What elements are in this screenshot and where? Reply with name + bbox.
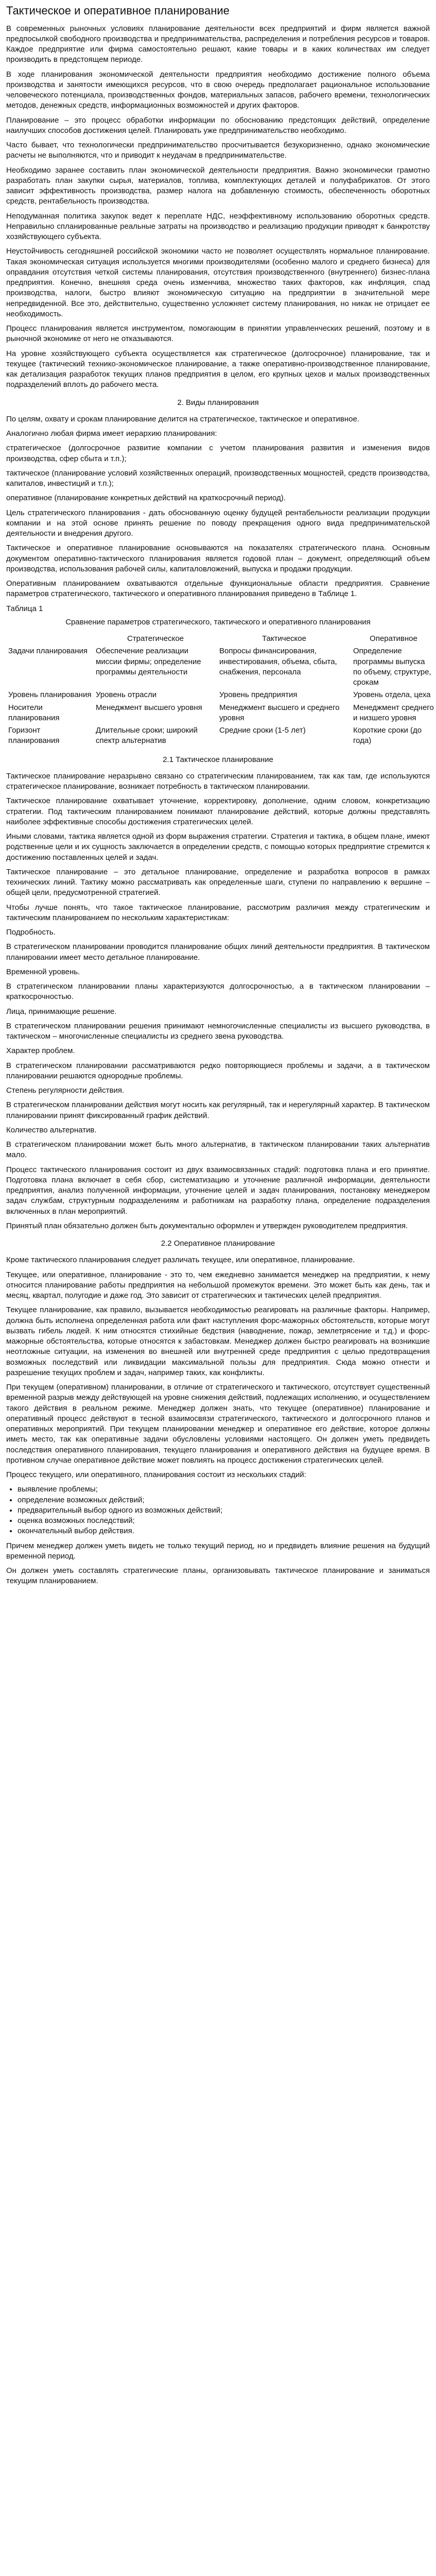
paragraph: В стратегическом планировании рассматриваются редко повторяющиеся проблемы и задачи, а в тактическом планировании решаются однородные проблемы. <box>6 1061 430 1080</box>
table-header-cell: Стратегическое <box>127 634 184 643</box>
paragraph: Иными словами, тактика является одной из форм выражения стратегии. Стратегия и тактика, в общем плане, имеют родственные цели и их сущность заключается в определении средств, с помощью которых предприятие стремится к достижению поставленных целей и задач. <box>6 832 430 862</box>
table-cell: Средние сроки (1-5 лет) <box>219 726 306 735</box>
paragraph: В стратегическом планировании проводится планирование общих линий деятельности предприятия. В тактическом планировании имеет место детальное планирование. <box>6 942 430 962</box>
paragraph: Лица, принимающие решение. <box>6 1007 117 1016</box>
table-header-cell: Тактическое <box>262 634 306 643</box>
paragraph: Принятый план обязательно должен быть документально оформлен и утвержден руководителем предприятия. <box>6 1221 408 1230</box>
table-cell: Менеджмент среднего и низшего уровня <box>353 703 434 722</box>
paragraph: Процесс текущего, или оперативного, планирования состоит из нескольких стадий: <box>6 1470 306 1480</box>
paragraph: В современных рыночных условиях планирование деятельности всех предприятий и фирм является важной предпосылкой свободного производства и предпринимательства, распределения и потребления ресурсов и товаров. Каждое предприятие или фирма самостоятельно решают, какие товары и в каких количествах им следует производить в предстоящем периоде. <box>6 24 430 64</box>
paragraph: Часто бывает, что технологически предпринимательство просчитывается безукоризненно, однако экономические расчеты не выполняются, что и приводит к неудачам в предпринимательстве. <box>6 141 430 160</box>
table-header-row <box>6 633 436 645</box>
comparison-table <box>6 633 436 748</box>
paragraph: тактическое (планирование условий хозяйственных операций, производственных мощностей, средств производства, капиталов, инвестиций и т.п.); <box>6 468 430 488</box>
list-item: • выявление проблемы; <box>18 1484 430 1495</box>
paragraph: Временной уровень. <box>6 967 80 976</box>
table-cell: Определение программы выпуска по объему, структуре, срокам <box>353 647 431 687</box>
paragraph: В стратегическом планировании решения принимают немногочисленные специалисты из высшего руководства, в тактическом – многочисленные специалисты из среднего звена руководства. <box>6 1021 430 1041</box>
section-heading-types: 2. Виды планирования <box>177 398 259 407</box>
operational-section <box>6 1255 430 1586</box>
table-title: Сравнение параметров стратегического, тактического и оперативного планирования <box>65 617 371 626</box>
stages-list <box>6 1484 430 1536</box>
table-row <box>6 645 436 689</box>
paragraph: Процесс тактического планирования состоит из двух взаимосвязанных стадий: подготовка плана и его принятие. Подготовка плана включает в себя сбор, систематизацию и уточнение различной информации, деятельности предприятия, анализ полученной информации, уточнение целей и задач планирования, постановку менеджером задач службам, структурным подразделениям и работникам на разработку плана, определение подразделения включенных в план мероприятий. <box>6 1165 430 1216</box>
paragraph: Причем менеджер должен уметь видеть не только текущий период, но и предвидеть влияние решения на будущий временной период. <box>6 1541 430 1561</box>
paragraph: оперативное (планирование конкретных действий на краткосрочный период). <box>6 494 286 503</box>
table-cell: Горизонт планирования <box>8 726 60 745</box>
paragraph: Тактическое планирование охватывает уточнение, корректировку, дополнение, одним словом, конкретизацию стратегии. Под тактическим планированием понимают планирование действий, которые должны представлять наиболее эффективные способы достижения стратегических целей. <box>6 796 430 826</box>
types-section <box>6 414 430 600</box>
section-heading-operational: 2.2 Оперативное планирование <box>161 1239 275 1248</box>
paragraph: Текущее планирование, как правило, вызывается необходимостью реагировать на различные факторы. Например, должна быть исполнена определенная работа или факт наступления форс-мажорных обстоятельств, которые могут вызвать гибель людей. К ним относятся стихийные бедствия (наводнение, пожар, землетрясение и т.д.) и форс-мажорные обстоятельства, которые относятся к забастовкам. Менеджер должен быстро реагировать на возникшие неотложные ситуации, на изменения во внешней или внутренней среде предприятия с целью предотвращения возможных последствий или ликвидации максимальной пользы для предприятия. Сюда можно отнести и разрешение текущих проблем и задач, например таких, как конфликты. <box>6 1306 430 1377</box>
paragraph: Процесс планирования является инструментом, помогающим в принятии управленческих решений, поэтому и в рыночной экономике от него не отказываются. <box>6 324 430 344</box>
table-cell: Длительные сроки; широкий спектр альтернатив <box>96 726 198 745</box>
table-cell: Обеспечение реализации миссии фирмы; определение программы деятельности <box>96 647 201 676</box>
paragraph: Кроме тактического планирования следует различать текущее, или оперативное, планирование. <box>6 1256 355 1265</box>
paragraph: В стратегическом планировании действия могут носить как регулярный, так и нерегулярный характер. В тактическом планировании принят фиксированный график действий. <box>6 1100 430 1120</box>
paragraph: Аналогично любая фирма имеет иерархию планирования: <box>6 429 217 438</box>
paragraph: Оперативным планированием охватываются отдельные функциональные области предприятия. Сравнение параметров стратегического, тактического и оперативного планирования приведено в Таблице 1. <box>6 579 430 599</box>
table-cell: Задачи планирования <box>8 647 88 656</box>
tactical-section <box>6 771 430 1231</box>
paragraph: В стратегическом планировании планы характеризуются долгосрочностью, а в тактическом планировании – краткосрочностью. <box>6 982 430 1002</box>
paragraph: Тактическое планирование неразрывно связано со стратегическим планированием, так как там, где используются стратегическое планирование, возникает потребность в тактическом планировании. <box>6 771 430 791</box>
paragraph: Тактическое планирование – это детальное планирование, определение и разработка вопросов в рамках технических линий. Тактику можно рассматривать как определенные шаги, ступени по направлению к вершине – общей цели, предусмотренной стратегией. <box>6 867 430 897</box>
table-header-cell <box>6 633 94 645</box>
table-cell: Короткие сроки (до года) <box>353 726 422 745</box>
paragraph: По целям, охвату и срокам планирование делится на стратегическое, тактическое и оперативное. <box>6 414 359 423</box>
paragraph: Чтобы лучше понять, что такое тактическое планирование, рассмотрим различия между стратегическим и тактическим планированием по нескольким характеристикам: <box>6 903 430 922</box>
paragraph: Неподуманная политика закупок ведет к переплате НДС, неэффективному использованию оборотных средств. Неправильно спланированные реальные затраты на производство и реализацию продукции приводят к банкротству хозяйствующего субъекта. <box>6 211 430 242</box>
paragraph: Цель стратегического планирования - дать обоснованную оценку будущей рентабельности реализации продукции компании и на этой основе принять решение по поводу прекращения одного вида предпринимательской деятельности и внедрения другого. <box>6 508 430 538</box>
paragraph: В стратегическом планировании может быть много альтернатив, в тактическом планировании таких альтернатив мало. <box>6 1140 430 1160</box>
paragraph: В ходе планирования экономической деятельности предприятия необходимо достижение полного объема производства и занятости имеющихся ресурсов, что в свою очередь предполагает рациональное использование человеческого потенциала, производственных фондов, материальных запасов, рабочего времени, технологических методов, денежных средств, информационных возможностей и других факторов. <box>6 70 430 110</box>
paragraph: При текущем (оперативном) планировании, в отличие от стратегического и тактического, отсутствует существенный временной разрыв между действующей на уровне снижения действий, подлежащих исполнению, и осуществлением такого действия в реальном режиме. Менеджер должен знать, что текущее (оперативное) планирование и оперативный процесс действуют в тесной взаимосвязи стратегического, тактического и долгосрочного планов и оперативных мероприятий. При текущем планировании менеджер и оперативное его действие, которое должны иметь место, так как оперативные задачи обусловлены условиями настоящего. Он должен уметь предвидеть последствия оперативного планирования, текущего планирования и оперативного действия на будущее время. В противном случае оперативное действие может повлиять на процесс достижения стратегических целей. <box>6 1383 430 1465</box>
list-item: • предварительный выбор одного из возможных действий; <box>18 1505 430 1516</box>
table-cell: Уровень планирования <box>8 690 92 700</box>
paragraph: Он должен уметь составлять стратегические планы, организовывать тактическое планирование и заниматься текущим планированием. <box>6 1566 430 1586</box>
list-item: • определение возможных действий; <box>18 1495 430 1505</box>
document-title: Тактическое и оперативное планирование <box>6 4 230 17</box>
paragraph: Характер проблем. <box>6 1046 75 1056</box>
table-header-cell: Оперативное <box>370 634 417 643</box>
section-heading-tactical: 2.1 Тактическое планирование <box>163 755 273 764</box>
paragraph: Необходимо заранее составить план экономической деятельности предприятия. Важно экономически грамотно разработать план закупки сырья, материалов, топлива, комплектующих деталей и полуфабрикатов. От этого зависит эффективность производства, размер налога на добавленную стоимость, обеспеченность оборотных средств, рентабельность производства. <box>6 165 430 206</box>
list-item: • окончательный выбор действия. <box>18 1526 430 1536</box>
paragraph: стратегическое (долгосрочное развитие компании с учетом планирования развития и изменения видов производства, сфер сбыта и т.п.); <box>6 444 430 463</box>
table-cell: Менеджмент высшего и среднего уровня <box>219 703 340 722</box>
table-cell: Вопросы финансирования, инвестирования, объема, сбыта, снабжения, персонала <box>219 647 337 676</box>
table-cell: Уровень отрасли <box>96 690 157 700</box>
table-row <box>6 689 436 701</box>
table-caption: Таблица 1 <box>6 604 43 613</box>
paragraph: Подробность. <box>6 928 56 937</box>
table-cell: Менеджмент высшего уровня <box>96 703 202 712</box>
table-cell: Уровень отдела, цеха <box>353 690 431 700</box>
paragraph: Неустойчивость сегодняшней российской экономики часто не позволяет осуществлять нормальное планирование. Такая экономическая ситуация используется многими производителями (особенно малого и среднего бизнеса) для оправдания отсутствия четкой системы планирования, отсутствия производственного (внутреннего) бизнес-плана предприятия. Конечно, внешняя среда очень изменчива, множество таких факторов, как инфляция, спад производства, налоги, быстро влияют экономическую ситуацию на предприятии в значительной мере непредвиденной. Все это, действительно, существенно усложняет систему планирования, но никак не отрицает ее необходимость. <box>6 247 430 318</box>
paragraph: Текущее, или оперативное, планирование - это то, чем ежедневно занимается менеджер на предприятии, к нему относится планирование работы предприятия на небольшой промежуток времени. Это может быть как день, так и месяц, квартал, полугодие и даже год. Это зависит от стратегических и тактических целей предприятия. <box>6 1270 430 1300</box>
paragraph: На уровне хозяйствующего субъекта осуществляется как стратегическое (долгосрочное) планирование, так и текущее (тактический технико-экономическое планирование, а также оперативно-производственное планирование, как детализация разработок текущих планов предприятия в целом, его крупных цехов и малых производственных подразделений вплоть до рабочего места. <box>6 349 430 389</box>
paragraph: Планирование – это процесс обработки информации по обоснованию предстоящих действий, определение наилучших способов достижения целей. Планировать уже предпринимательство необходимо. <box>6 115 430 135</box>
table-cell: Носители планирования <box>8 703 60 722</box>
paragraph: Степень регулярности действия. <box>6 1086 125 1095</box>
table-row <box>6 724 436 748</box>
paragraph: Количество альтернатив. <box>6 1125 97 1134</box>
table-cell: Уровень предприятия <box>219 690 298 700</box>
paragraph: Тактическое и оперативное планирование основываются на показателях стратегического плана. Основным документом оперативно-тактического планирования является годовой план – документ, определяющий объем производства, использования рабочей силы, капиталовложений, выпуска и продажи продукции. <box>6 544 430 573</box>
list-item: • оценка возможных последствий; <box>18 1516 430 1526</box>
table-row <box>6 702 436 725</box>
intro-section <box>6 24 430 391</box>
